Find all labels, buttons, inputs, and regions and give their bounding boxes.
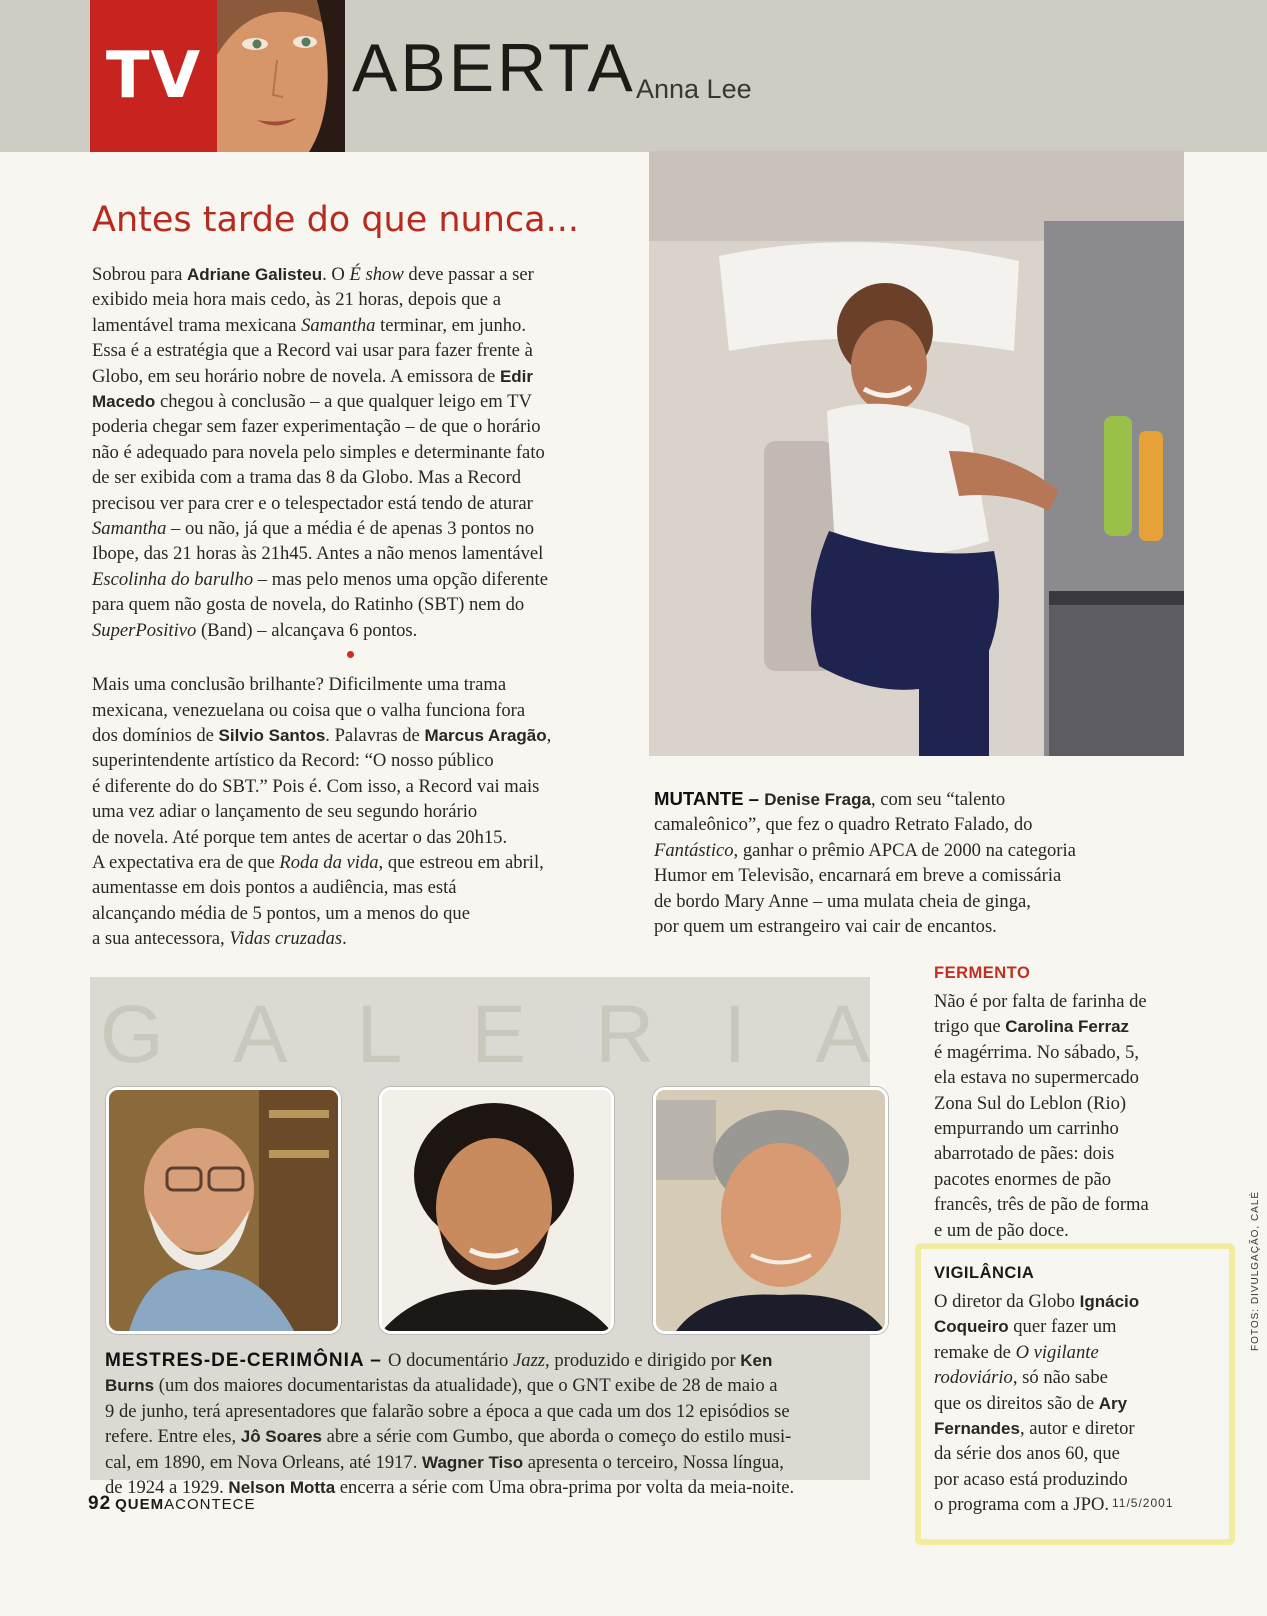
text-run: apresenta o terceiro, Nossa língua, de 1924 a 1929. bbox=[105, 1451, 784, 1499]
text-run: terminar, em junho. Essa é a estratégia que a Record vai usar para fazer frente à Globo, em seu horário nobre de novela. A emissora de bbox=[92, 314, 533, 387]
fermento-text bbox=[934, 989, 1254, 1243]
italic-title: Samantha bbox=[92, 518, 167, 540]
italic-title: É show bbox=[349, 264, 404, 285]
gallery-letter: R bbox=[595, 989, 655, 1080]
photo-credit: FOTOS: DIVULGAÇÃO, CALÉ bbox=[1250, 1190, 1261, 1351]
text-run: deve passar a ser exibido meia hora mais cedo, às 21 horas, depois que a lamentável trama mexicana bbox=[92, 264, 534, 336]
italic-title: SuperPositivo bbox=[92, 619, 197, 641]
bold-name: Nelson Motta bbox=[228, 1478, 336, 1498]
bold-name: Adriane Galisteu bbox=[187, 265, 323, 284]
italic-title: Jazz bbox=[513, 1350, 546, 1371]
bold-name: Edir Macedo bbox=[92, 366, 533, 412]
gallery-letter: A bbox=[232, 989, 288, 1080]
vigilancia-text bbox=[934, 1289, 1254, 1518]
magazine-name-rest: ACONTECE bbox=[164, 1496, 256, 1513]
columnist-portrait bbox=[217, 0, 345, 152]
gallery-caption bbox=[105, 1348, 885, 1500]
gallery-letter: L bbox=[356, 989, 403, 1080]
text-run: , superintendente artístico da Record: “O nosso público é diferente do do SBT.” Pois é. Com isso, a Record vai mais uma vez adiar o lançamento de seu segundo horário de novela. Até porque tem antes de acertar o das 20h15. A expectativa era de que bbox=[92, 724, 552, 873]
text-run: , com seu “talento camaleônico”, que fez o quadro Retrato Falado, do bbox=[654, 789, 1033, 836]
divider-dot bbox=[347, 651, 354, 658]
text-run: , produzido e dirigido por bbox=[545, 1350, 741, 1371]
text-run: , que estreou em abril, aumentasse em dois pontos a audiência, mas está alcançando média de 5 pontos, um a menos do que a sua antecessora, bbox=[92, 851, 544, 950]
page-number: 92 bbox=[88, 1493, 112, 1514]
text-run: – mas pelo menos uma opção diferente para quem não gosta de novela, do Ratinho (SBT) nem do bbox=[92, 568, 548, 616]
gallery-photo-2 bbox=[379, 1087, 614, 1334]
caption-kicker: MESTRES-DE-CERIMÔNIA – bbox=[105, 1350, 389, 1371]
gallery-letter: A bbox=[815, 989, 870, 1080]
text-run: – ou não, já que a média é de apenas 3 pontos no Ibope, das 21 horas às 21h45. Antes a não menos lamentável bbox=[92, 518, 544, 565]
italic-title: Samantha bbox=[301, 314, 376, 336]
article-headline: Antes tarde do que nunca... bbox=[92, 200, 579, 240]
text-run: chegou à conclusão – a que qualquer leigo em TV poderia chegar sem fazer experimentação – de que o horário não é adequado para novela pelo simples e determinante fato de ser exibida com a trama das 8 da Globo. Mas a Record precisou ver para crer e o telespectador está tendo de aturar bbox=[92, 391, 545, 514]
text-run: O documentário bbox=[388, 1350, 514, 1371]
text-run: . Palavras de bbox=[325, 724, 425, 746]
italic-title: Escolinha do barulho bbox=[92, 568, 254, 590]
text-run: é magérrima. No sábado, 5, ela estava no supermercado Zona Sul do Leblon (Rio) empurrando um carrinho abarrotado de pães: dois pacotes enormes de pão francês, três de pão de forma e um de pão doce. bbox=[934, 1041, 1149, 1241]
bold-name: Ken Burns bbox=[105, 1351, 773, 1396]
bold-name: Ignácio Coqueiro bbox=[934, 1292, 1140, 1337]
bold-name: Jô Soares bbox=[240, 1427, 323, 1447]
italic-title: Roda da vida bbox=[279, 851, 379, 873]
gallery-photo-1 bbox=[106, 1087, 341, 1334]
gallery-watermark bbox=[100, 988, 870, 1082]
column-title: ABERTA bbox=[352, 30, 636, 106]
text-run: abre a série com Gumbo, que aborda o começo do estilo musi- cal, em 1890, em Nova Orleans, até 1917. bbox=[105, 1426, 792, 1473]
bold-name: Denise Fraga bbox=[764, 790, 871, 809]
gallery-letter: E bbox=[471, 989, 527, 1080]
text-run: . O bbox=[322, 264, 350, 285]
issue-date: 11/5/2001 bbox=[1112, 1496, 1174, 1510]
text-run: O diretor da Globo bbox=[934, 1291, 1080, 1312]
article-paragraph-2 bbox=[92, 672, 620, 951]
article-paragraph-1 bbox=[92, 262, 620, 643]
bold-name: Silvio Santos bbox=[218, 725, 326, 745]
text-run: (Band) – alcançava 6 pontos. bbox=[196, 619, 418, 641]
bold-name: Wagner Tiso bbox=[422, 1452, 524, 1472]
section-tag: TV bbox=[90, 0, 217, 152]
article-body bbox=[92, 262, 620, 952]
text-run: , só não sabe que os direitos são de bbox=[934, 1367, 1108, 1414]
photo-caption bbox=[654, 786, 1194, 939]
magazine-name-bold: QUEM bbox=[115, 1496, 165, 1513]
vigilancia-heading: VIGILÂNCIA bbox=[934, 1264, 1035, 1282]
column-author: Anna Lee bbox=[636, 74, 752, 104]
italic-title: Fantástico bbox=[654, 839, 734, 861]
bold-name: Marcus Aragão bbox=[424, 725, 547, 745]
bold-name: Carolina Ferraz bbox=[1005, 1017, 1130, 1037]
bold-name: Ary Fernandes bbox=[934, 1393, 1128, 1439]
caption-kicker: MUTANTE – bbox=[654, 788, 765, 809]
text-run: Não é por falta de farinha de trigo que bbox=[934, 991, 1147, 1038]
text-run: (um dos maiores documentaristas da atualidade), que o GNT exibe de 28 de maio a 9 de junho, terá apresentadores que falarão sobre a época a que cada um dos 12 episódios se refere. Entre eles, bbox=[105, 1375, 790, 1448]
italic-title: Vidas cruzadas bbox=[229, 928, 343, 950]
text-run: . bbox=[342, 928, 347, 950]
fermento-heading: FERMENTO bbox=[934, 964, 1031, 982]
gallery-photo-3 bbox=[653, 1087, 888, 1334]
gallery-letter: G bbox=[100, 989, 164, 1080]
text-run: encerra a série com Uma obra-prima por volta da meia-noite. bbox=[335, 1477, 795, 1499]
flight-attendant-photo bbox=[649, 151, 1184, 756]
text-run: Sobrou para bbox=[92, 264, 188, 285]
text-run: Mais uma conclusão brilhante? Dificilmente uma trama mexicana, venezuelana ou coisa que o valha funciona fora dos domínios de bbox=[92, 674, 526, 746]
page-folio bbox=[88, 1493, 255, 1515]
gallery-letter: I bbox=[723, 989, 747, 1080]
text-run: , autor e diretor da série dos anos 60, que por acaso está produzindo o programa com a JPO. bbox=[934, 1418, 1135, 1516]
italic-title: O vigilante rodoviário bbox=[934, 1341, 1099, 1389]
text-run: quer fazer um remake de bbox=[934, 1316, 1117, 1363]
text-run: , ganhar o prêmio APCA de 2000 na categoria Humor em Televisão, encarnará em breve a comissária de bordo Mary Anne – uma mulata cheia de ginga, por quem um estrangeiro vai cair de encantos. bbox=[654, 839, 1076, 938]
